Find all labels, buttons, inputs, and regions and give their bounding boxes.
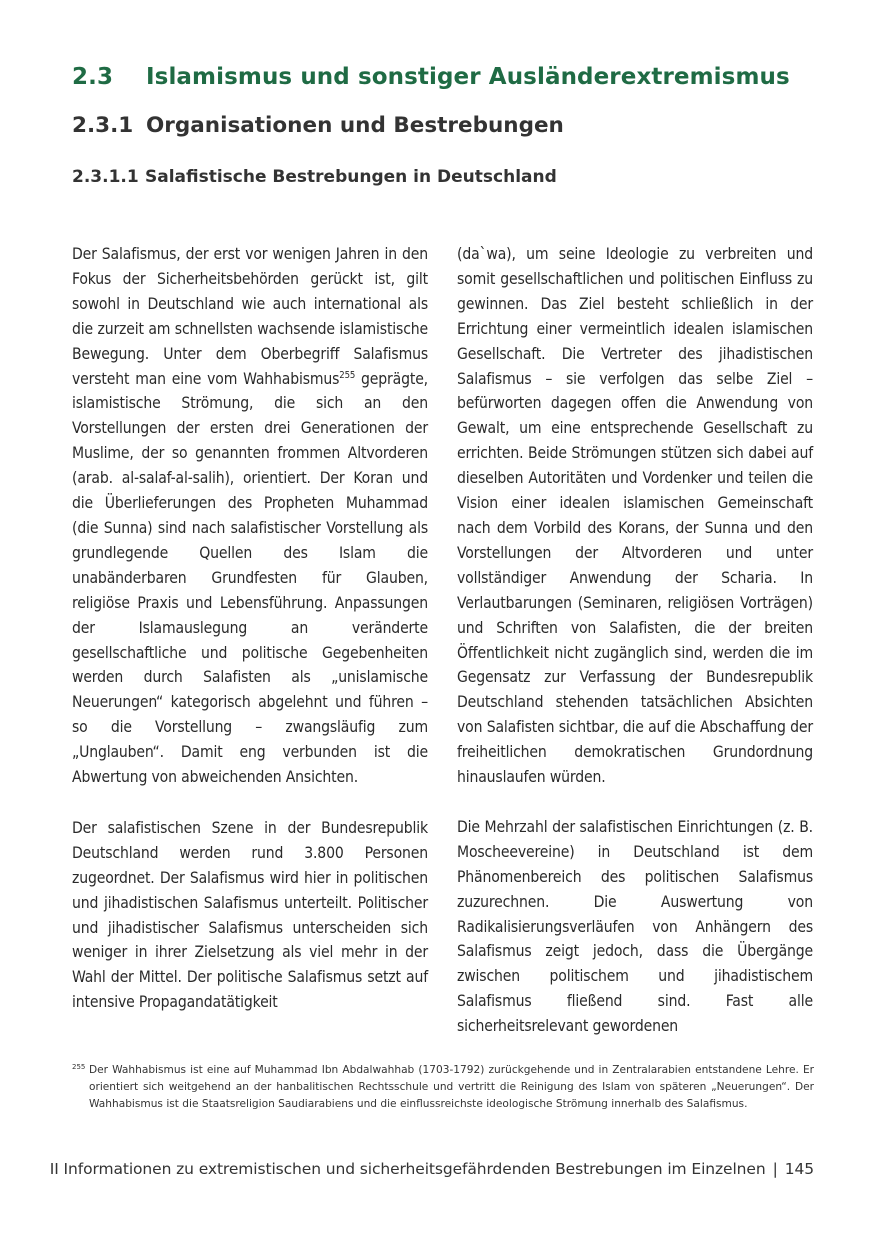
footnote (72, 1062, 814, 1114)
body-paragraph: (da`wa), um seine Ideologie zu verbreiten und somit gesellschaftlichen und politischen Einfluss zu gewinnen. Das Ziel besteht schließlich in der Errichtung einer vermeintlich idealen islamischen Gesellschaft. Die Vertreter des jihadistischen Salafismus – sie verfolgen das selbe Ziel – befürworten dagegen offen die Anwendung von Gewalt, um eine entsprechende Gesellschaft zu errichten. Beide Strömungen stützen sich dabei auf dieselben Autoritäten und Vordenker und teilen die Vision einer idealen islamischen Gemeinschaft nach dem Vorbild des Korans, der Sunna und den Vorstellungen der Altvorderen und unter vollständiger Anwendung der Scharia. In Verlautbarungen (Seminaren, religiösen Vorträgen) und Schriften von Salafisten, die der breiten Öffentlichkeit nicht zugänglich sind, werden die im Gegensatz zur Verfassung der Bundesrepublik Deutschland stehenden tatsächlichen Absichten von Salafisten sichtbar, die auf die Abschaffung der freiheitlichen demokratischen Grundordnung hinauslaufen würden. (457, 245, 813, 787)
right-column (457, 242, 813, 1039)
section-title: Islamismus und sonstiger Ausländerextremismus (146, 64, 790, 90)
page-footer (50, 1160, 814, 1178)
subsubsection-title: Salafistische Bestrebungen in Deutschland (145, 167, 557, 187)
subsection-title: Organisationen und Bestrebungen (146, 113, 564, 138)
body-paragraph: Die Mehrzahl der salafistischen Einrichtungen (z. B. Moscheevereine) in Deutschland ist dem Phänomenbereich des politischen Salafismus zuzurechnen. Die Auswertung von Radikalisierungsverläufen von Anhängern des Salafismus zeigt jedoch, dass die Übergänge zwischen politischem und jihadistischem Salafismus fließend sind. Fast alle sicherheitsrelevant gewordenen (457, 817, 813, 1036)
subsection-number: 2.3.1 (72, 113, 134, 138)
footnote-text: Der Wahhabismus ist eine auf Muhammad Ibn Abdalwahhab (1703-1792) zurückgehende und in Zentralarabien entstandene Lehre. Er orientiert sich weitgehend an der hanbalitischen Rechtsschule und vertritt die Reinigung des Islam von späteren „Neuerungen“. Der Wahhabismus ist die Staatsreligion Saudiarabiens und die einflussreichste ideologische Strömung innerhalb des Salafismus. (89, 1064, 814, 1111)
section-number: 2.3 (72, 64, 114, 90)
body-paragraph: Der Salafismus, der erst vor wenigen Jahren in den Fokus der Sicherheitsbehörden gerückt ist, gilt sowohl in Deutschland wie auch international als die zurzeit am schnellsten wachsende islamistische Bewegung. Unter dem Oberbegriff Salafismus versteht man eine vom Wahhabismus$^{255}$ geprägte, islamistische Strömung, die sich an den Vorstellungen der ersten drei Generationen der Muslime, der so genannten frommen Altvorderen (arab. al-salaf-al-salih), orientiert. Der Koran und die Überlieferungen des Propheten Muhammad (die Sunna) sind nach salafistischer Vorstellung als grundlegende Quellen des Islam die unabänderbaren Grundfesten für Glauben, religiöse Praxis und Lebensführung. Anpassungen der Islamauslegung an veränderte gesellschaftliche und politische Gegebenheiten werden durch Salafisten als „unislamische Neuerungen“ kategorisch abgelehnt und führen – so die Vorstellung – zwangsläufig zum „Unglauben“. Damit eng verbunden ist die Abwertung von abweichenden Ansichten. (72, 245, 428, 787)
body-paragraph: Der salafistischen Szene in der Bundesrepublik Deutschland werden rund 3.800 Personen zugeordnet. Der Salafismus wird hier in politischen und jihadistischen Salafismus unterteilt. Politischer und jihadistischer Salafismus unterscheiden sich weniger in ihrer Zielsetzung als viel mehr in der Wahl der Mittel. Der politische Salafismus setzt auf intensive Propagandatätigkeit (72, 818, 428, 1012)
footnote-mark: 255 (72, 1063, 86, 1071)
running-footer-text: II Informationen zu extremistischen und sicherheitsgefährdenden Bestrebungen im Einzelnen (49, 1160, 766, 1178)
page-number: 145 (784, 1160, 814, 1178)
footnote-reference[interactable]: 255 (339, 369, 356, 381)
section-heading-2-3 (72, 64, 790, 90)
subsubsection-heading-2-3-1-1 (72, 167, 557, 187)
subsubsection-number: 2.3.1.1 (72, 167, 139, 187)
subsection-heading-2-3-1 (72, 113, 564, 138)
footer-separator: | (772, 1160, 778, 1178)
left-column (72, 242, 428, 1015)
